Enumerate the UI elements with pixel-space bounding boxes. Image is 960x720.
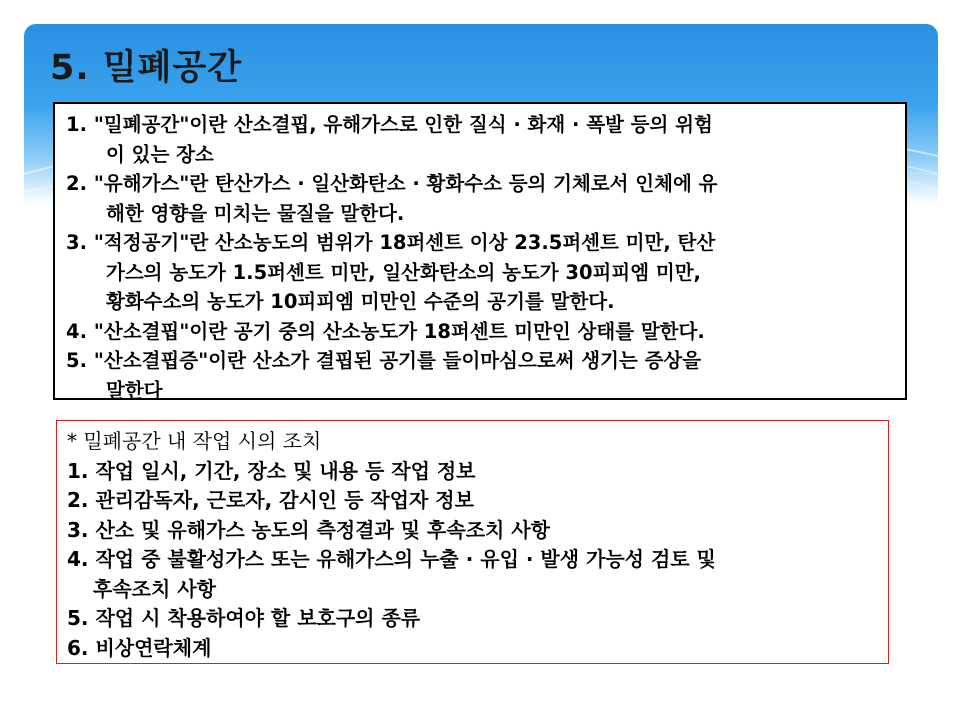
- definition-line: 황화수소의 농도가 10피피엠 미만인 수준의 공기를 말한다.: [106, 290, 615, 313]
- measure-item: 5. 작업 시 착용하여야 할 보호구의 종류: [67, 606, 421, 630]
- definition-item: [66, 110, 895, 169]
- page-title: 5. 밀폐공간: [50, 48, 243, 88]
- measure-item: 6. 비상연락체계: [67, 635, 212, 660]
- definition-line: 이 있는 장소: [106, 142, 214, 166]
- definition-line: 1. "밀폐공간"이란 산소결핍, 유해가스로 인한 질식 · 화재 · 폭발 등의 위험: [66, 113, 713, 136]
- definition-line: 5. "산소결핍증"이란 산소가 결핍된 공기를 들이마심으로써 생기는 증상을: [66, 349, 702, 372]
- measures-heading: * 밀폐공간 내 작업 시의 조치: [67, 429, 322, 453]
- definition-item: [66, 346, 895, 405]
- definition-line: 4. "산소결핍"이란 공기 중의 산소농도가 18퍼센트 미만인 상태를 말한다.: [66, 319, 705, 343]
- measures-box: [56, 420, 889, 664]
- definition-item: [66, 317, 895, 347]
- definition-line: 해한 영향을 미치는 물질을 말한다.: [106, 201, 405, 225]
- definition-line: 말한다: [106, 378, 163, 402]
- measure-item: 1. 작업 일시, 기간, 장소 및 내용 등 작업 정보: [67, 458, 476, 483]
- measure-item: 4. 작업 중 불활성가스 또는 유해가스의 누출 · 유입 · 발생 가능성 검토 및: [67, 547, 716, 571]
- definition-line: 3. "적정공기"란 산소농도의 범위가 18퍼센트 이상 23.5퍼센트 미만, 탄산: [66, 231, 716, 254]
- measure-item: 3. 산소 및 유해가스 농도의 측정결과 및 후속조치 사항: [67, 517, 550, 542]
- definition-line: 2. "유해가스"란 탄산가스 · 일산화탄소 · 황화수소 등의 기체로서 인체에 유: [66, 172, 718, 195]
- measure-item: 2. 관리감독자, 근로자, 감시인 등 작업자 정보: [67, 488, 474, 512]
- definition-line: 가스의 농도가 1.5퍼센트 미만, 일산화탄소의 농도가 30피피엠 미만,: [106, 260, 701, 284]
- definition-item: [66, 228, 895, 317]
- definition-item: [66, 169, 895, 228]
- measure-item-continuation: 후속조치 사항: [93, 576, 216, 601]
- definitions-box: [53, 102, 907, 400]
